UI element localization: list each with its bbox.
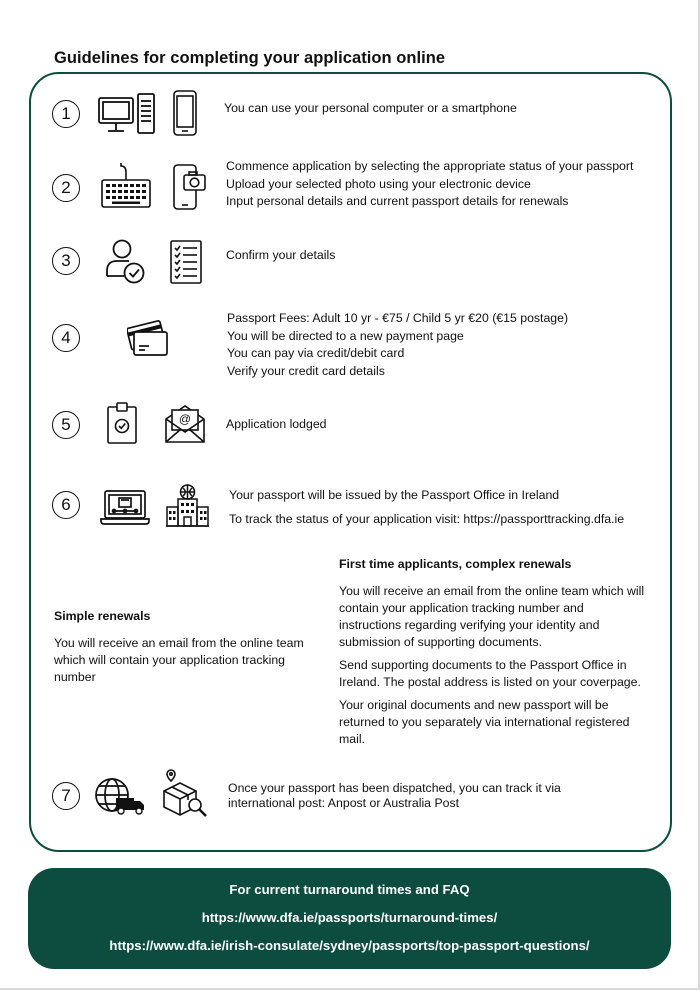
step-1-line: You can use your personal computer or a smartphone bbox=[224, 101, 517, 115]
text-line: Ireland. The postal address is listed on your coverpage. bbox=[339, 675, 641, 689]
step-4-line: You will be directed to a new payment page bbox=[227, 328, 464, 343]
text-line: instructions regarding verifying your identity and bbox=[339, 618, 600, 632]
step-2-line: Input personal details and current passport details for renewals bbox=[226, 194, 569, 208]
text-line: You will receive an email from the online team which will bbox=[339, 584, 645, 598]
step-3-line: Confirm your details bbox=[226, 248, 336, 262]
user-check-icon bbox=[106, 239, 146, 285]
step-3-text bbox=[226, 247, 335, 265]
step-2-number: 2 bbox=[52, 174, 80, 202]
email-envelope-icon bbox=[165, 403, 205, 443]
complex-paragraph-2 bbox=[339, 657, 669, 691]
step-4-line: Verify your credit card details bbox=[227, 363, 385, 378]
step-2-line: Commence application by selecting the appropriate status of your passport bbox=[226, 159, 634, 173]
step-4-text bbox=[227, 310, 568, 380]
text-line: which will contain your application tracking bbox=[54, 653, 286, 667]
step-5-line: Application lodged bbox=[226, 417, 327, 431]
smartphone-icon bbox=[173, 90, 197, 136]
step-6-number: 6 bbox=[52, 491, 80, 519]
phone-camera-icon bbox=[173, 164, 207, 210]
credit-card-icon bbox=[127, 318, 169, 358]
step-4-number: 4 bbox=[52, 324, 80, 352]
text-line: returned to you separately via international registered bbox=[339, 715, 630, 729]
step-7-text bbox=[228, 781, 561, 811]
simple-renewals-section bbox=[54, 608, 334, 692]
text-line: You will receive an email from the online team bbox=[54, 636, 304, 650]
checklist-icon bbox=[170, 240, 202, 284]
globe-truck-icon bbox=[95, 776, 147, 816]
text-line: number bbox=[54, 670, 96, 684]
complex-renewals-section bbox=[339, 556, 669, 754]
step-7-line: international post: Anpost or Australia Post bbox=[228, 796, 460, 810]
step-1-text bbox=[224, 100, 517, 118]
text-line: mail. bbox=[339, 732, 365, 746]
step-4-line: Passport Fees: Adult 10 yr - €75 / Child 5 yr €20 (€15 postage) bbox=[227, 311, 569, 325]
simple-paragraph bbox=[54, 635, 334, 686]
laptop-icon bbox=[100, 490, 150, 526]
footer-heading: For current turnaround times and FAQ bbox=[229, 882, 470, 897]
svg-text:@: @ bbox=[178, 412, 192, 426]
text-line: submission of supporting documents. bbox=[339, 635, 543, 649]
clipboard-check-icon bbox=[107, 402, 137, 444]
desktop-computer-icon bbox=[98, 92, 160, 136]
complex-renewals-heading: First time applicants, complex renewals bbox=[339, 557, 572, 571]
step-4-line: You can pay via credit/debit card bbox=[227, 346, 405, 360]
step-7-number: 7 bbox=[52, 782, 80, 810]
page-title: Guidelines for completing your application online bbox=[54, 49, 446, 67]
keyboard-icon bbox=[101, 162, 151, 208]
step-2-line: Upload your selected photo using your electronic device bbox=[226, 176, 531, 191]
step-6-text bbox=[229, 483, 624, 531]
complex-paragraph-1 bbox=[339, 583, 669, 651]
step-6-line: To track the status of your application visit: https://passporttracking.dfa.ie bbox=[229, 512, 625, 526]
text-line: Send supporting documents to the Passport Office in bbox=[339, 658, 627, 672]
government-building-icon bbox=[165, 483, 210, 527]
step-7-line: Once your passport has been dispatched, you can track it via bbox=[228, 781, 561, 795]
package-search-icon bbox=[160, 769, 208, 817]
faq-link[interactable]: https://www.dfa.ie/irish-consulate/sydney/passports/top-passport-questions/ bbox=[109, 938, 590, 953]
step-5-text bbox=[226, 416, 327, 434]
step-2-text bbox=[226, 158, 633, 211]
step-5-number: 5 bbox=[52, 411, 80, 439]
step-6-line: Your passport will be issued by the Passport Office in Ireland bbox=[229, 488, 560, 502]
turnaround-times-link[interactable]: https://www.dfa.ie/passports/turnaround-times/ bbox=[201, 910, 498, 925]
faq-footer-banner bbox=[28, 868, 671, 969]
simple-renewals-heading: Simple renewals bbox=[54, 609, 151, 623]
step-3-number: 3 bbox=[52, 247, 80, 275]
step-1-number: 1 bbox=[52, 100, 80, 128]
complex-paragraph-3 bbox=[339, 697, 669, 748]
text-line: Your original documents and new passport will be bbox=[339, 698, 609, 712]
text-line: contain your application tracking number and bbox=[339, 601, 584, 615]
